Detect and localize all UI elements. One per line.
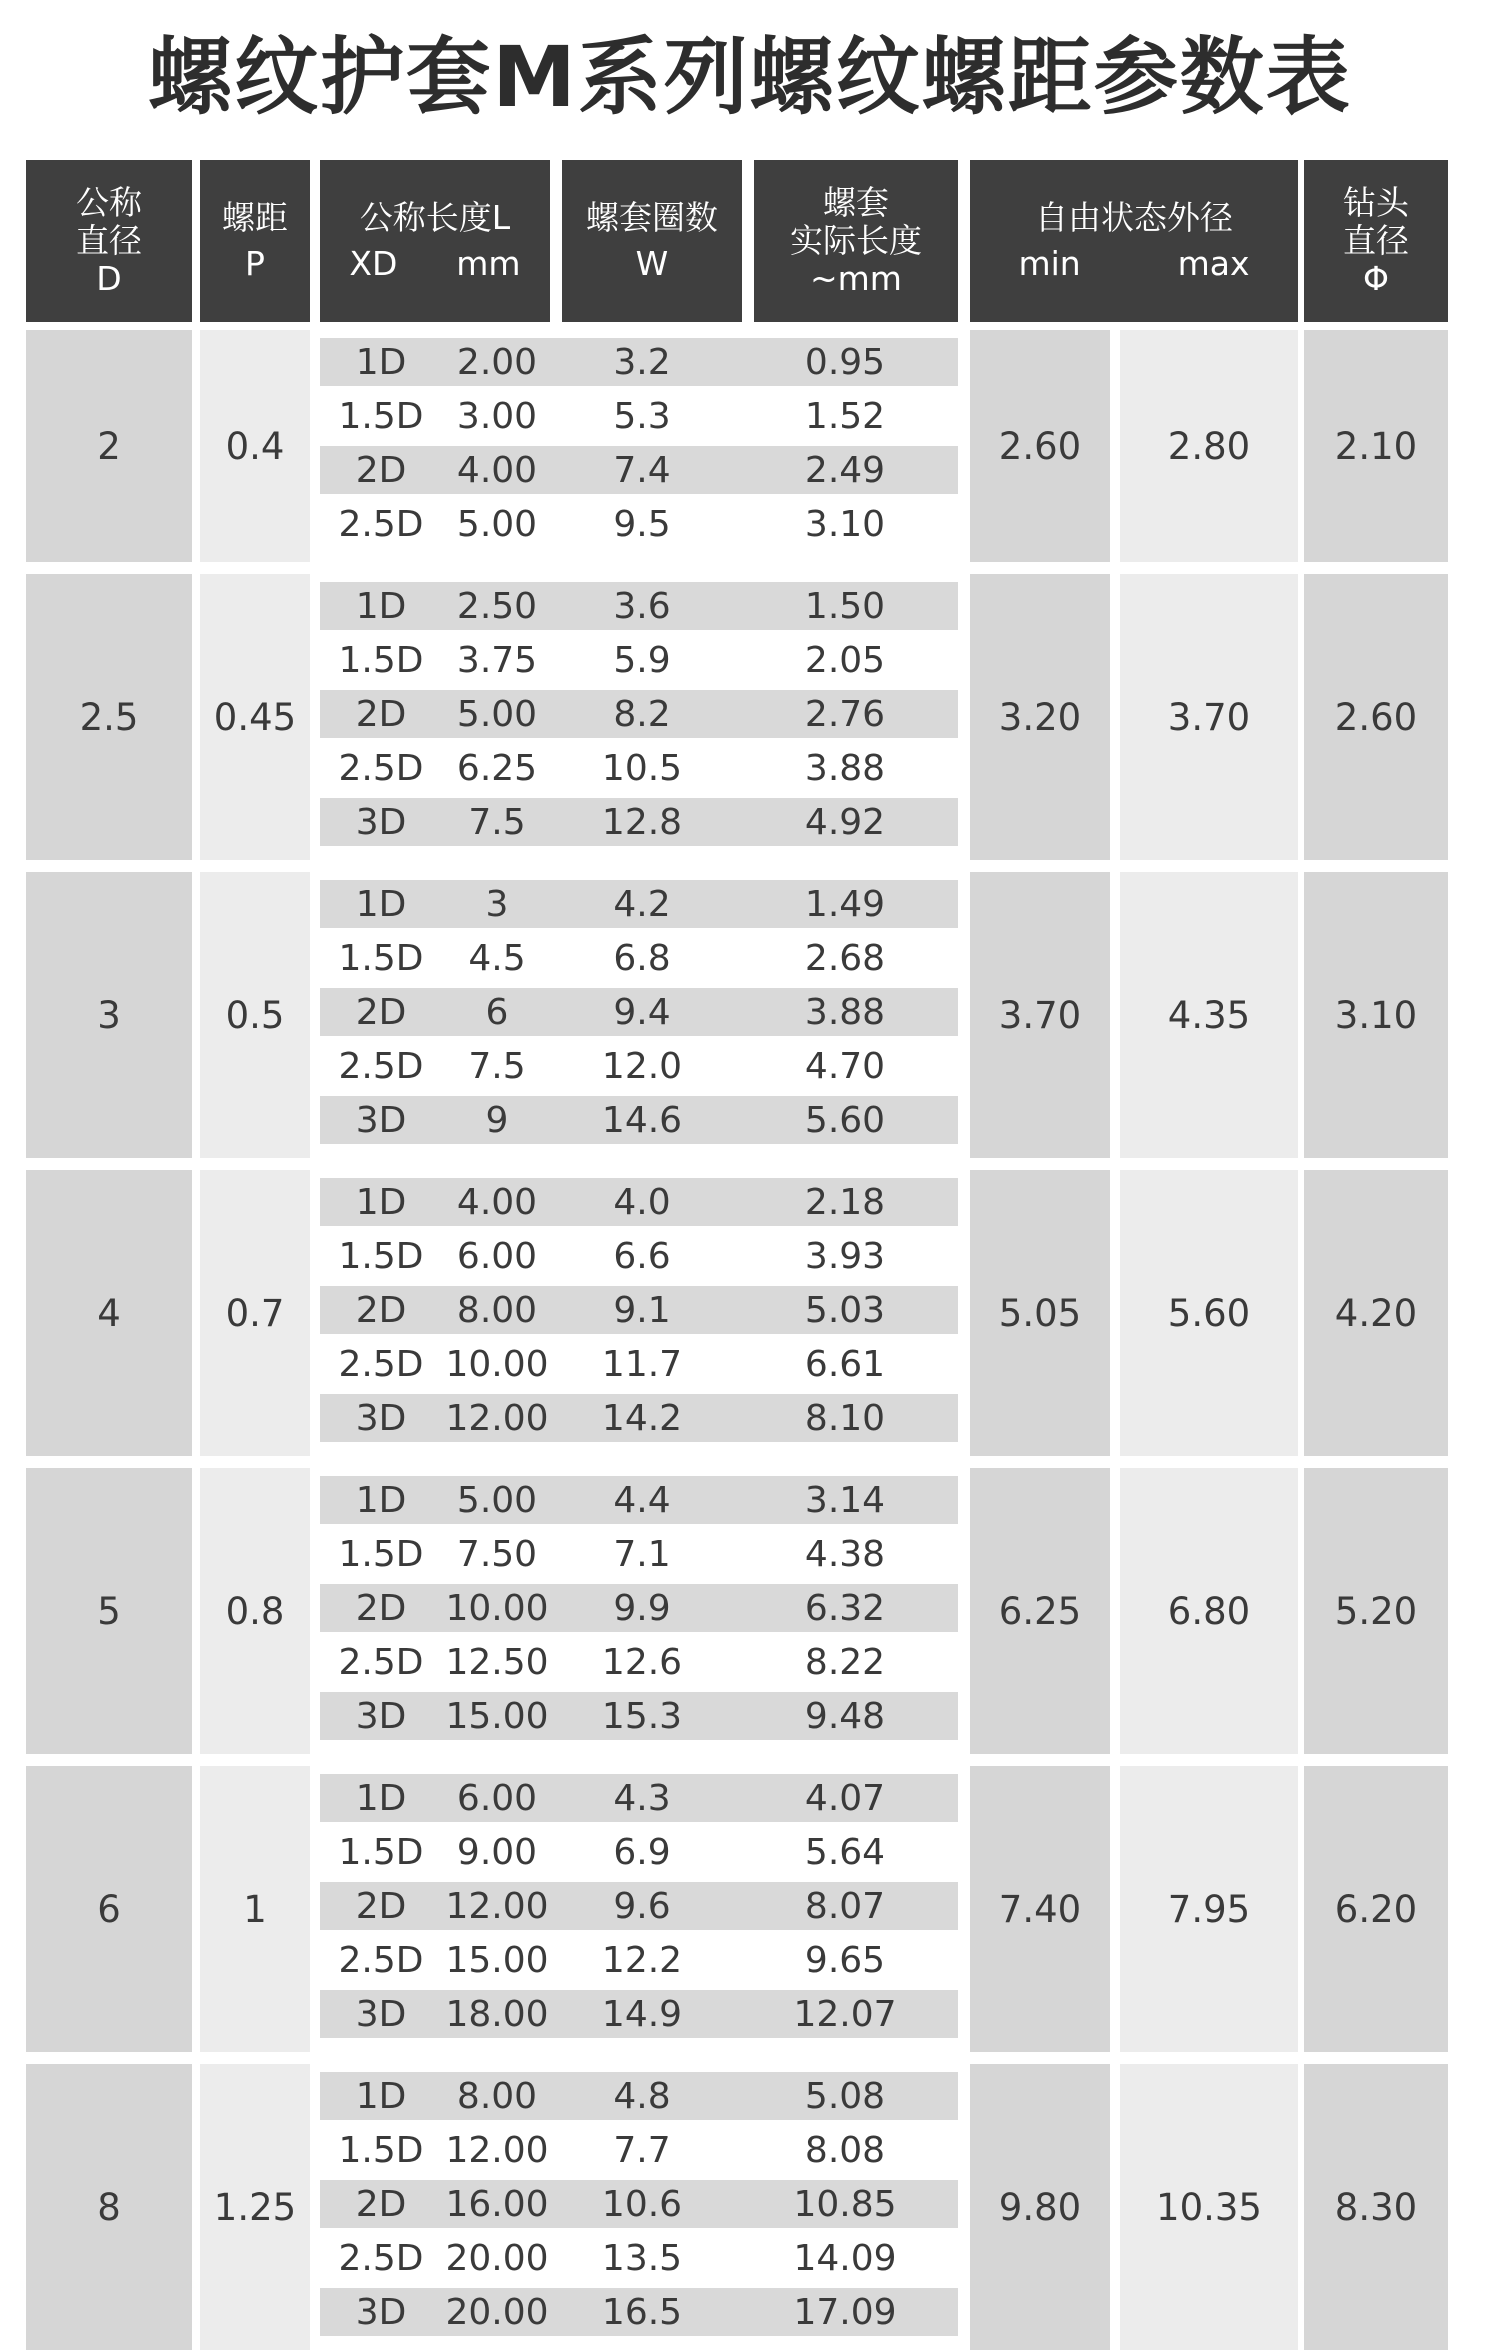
- length-value: 9: [485, 1099, 509, 1141]
- length-value: 16.00: [445, 2183, 549, 2225]
- actual-length-value: 5.08: [804, 2075, 886, 2117]
- free-diameter-max-cell: 3.70: [1120, 574, 1298, 860]
- coil-count-value: 4.8: [613, 2075, 671, 2117]
- header-max: max: [1177, 244, 1250, 283]
- header-xd: XD: [349, 244, 398, 283]
- header-pitch-label: 螺距: [222, 198, 288, 237]
- coil-count-value: 11.7: [601, 1343, 683, 1385]
- actual-length-value: 12.07: [793, 1993, 897, 2035]
- xd-value: 1D: [355, 1181, 407, 1223]
- drill-diameter-cell: 6.20: [1304, 1766, 1448, 2052]
- coil-count-value: 7.1: [613, 1533, 671, 1575]
- coil-count-value: 7.7: [613, 2129, 671, 2171]
- actual-length-value: 8.10: [804, 1397, 886, 1439]
- header-actual-length: [754, 160, 958, 322]
- actual-length-value: 9.48: [804, 1695, 886, 1737]
- length-value: 9.00: [456, 1831, 538, 1873]
- coil-count-value: 12.0: [601, 1045, 683, 1087]
- length-value: 4.00: [456, 449, 538, 491]
- coil-count-value: 4.3: [613, 1777, 671, 1819]
- free-diameter-min-cell: 9.80: [970, 2064, 1110, 2350]
- xd-value: 2.5D: [338, 2237, 424, 2279]
- length-value: 5.00: [456, 503, 538, 545]
- actual-length-value: 3.88: [804, 991, 886, 1033]
- xd-value: 3D: [355, 2291, 407, 2333]
- table-row: [320, 744, 958, 792]
- actual-length-value: 5.64: [804, 1831, 886, 1873]
- pitch-cell: 1.25: [200, 2064, 310, 2350]
- length-value: 6.25: [456, 747, 538, 789]
- table-row: [320, 1638, 958, 1686]
- xd-value: 1.5D: [338, 395, 424, 437]
- nominal-diameter-cell: 2: [26, 330, 192, 562]
- table-row: [320, 1476, 958, 1524]
- length-value: 12.00: [445, 1397, 549, 1439]
- free-diameter-max-cell: 4.35: [1120, 872, 1298, 1158]
- xd-value: 3D: [355, 1695, 407, 1737]
- header-nominal-length: [320, 160, 550, 322]
- xd-value: 2D: [355, 449, 407, 491]
- actual-length-value: 10.85: [793, 2183, 897, 2225]
- length-value: 20.00: [445, 2237, 549, 2279]
- header-nominal-diameter-line2: 直径: [76, 221, 142, 260]
- header-nominal-diameter-line1: 公称: [76, 183, 142, 222]
- header-actual-length-unit: ~mm: [810, 259, 902, 298]
- coil-count-value: 9.1: [613, 1289, 671, 1331]
- xd-value: 1.5D: [338, 2129, 424, 2171]
- length-value: 8.00: [456, 2075, 538, 2117]
- free-diameter-max-cell: 10.35: [1120, 2064, 1298, 2350]
- coil-count-value: 7.4: [613, 449, 671, 491]
- free-diameter-max-cell: 7.95: [1120, 1766, 1298, 2052]
- actual-length-value: 2.76: [804, 693, 886, 735]
- free-diameter-min-cell: 3.70: [970, 872, 1110, 1158]
- length-value: 5.00: [456, 693, 538, 735]
- table-row: [320, 582, 958, 630]
- xd-value: 1D: [355, 341, 407, 383]
- actual-length-value: 1.50: [804, 585, 886, 627]
- xd-value: 1D: [355, 883, 407, 925]
- free-diameter-min-cell: 7.40: [970, 1766, 1110, 2052]
- actual-length-value: 6.61: [804, 1343, 886, 1385]
- actual-length-value: 3.14: [804, 1479, 886, 1521]
- actual-length-value: 3.88: [804, 747, 886, 789]
- table-row: [320, 2126, 958, 2174]
- xd-value: 2.5D: [338, 1939, 424, 1981]
- coil-count-value: 12.2: [601, 1939, 683, 1981]
- table-row: [320, 392, 958, 440]
- xd-value: 1.5D: [338, 1533, 424, 1575]
- header-nominal-length-label: 公称长度L: [359, 198, 511, 237]
- actual-length-value: 8.22: [804, 1641, 886, 1683]
- xd-value: 2.5D: [338, 747, 424, 789]
- table-row: [320, 1584, 958, 1632]
- coil-count-value: 3.6: [613, 585, 671, 627]
- table-row: [320, 880, 958, 928]
- actual-length-value: 6.32: [804, 1587, 886, 1629]
- table-row: [320, 1692, 958, 1740]
- table-row: [320, 1178, 958, 1226]
- coil-count-value: 9.4: [613, 991, 671, 1033]
- actual-length-value: 0.95: [804, 341, 886, 383]
- free-diameter-min-cell: 6.25: [970, 1468, 1110, 1754]
- xd-value: 2D: [355, 1289, 407, 1331]
- coil-count-value: 4.2: [613, 883, 671, 925]
- header-min: min: [1018, 244, 1081, 283]
- xd-value: 1D: [355, 1479, 407, 1521]
- table-row: [320, 1530, 958, 1578]
- table-row: [320, 2180, 958, 2228]
- table-row: [320, 2234, 958, 2282]
- xd-value: 1D: [355, 2075, 407, 2117]
- free-diameter-min-cell: 5.05: [970, 1170, 1110, 1456]
- coil-count-value: 10.5: [601, 747, 683, 789]
- actual-length-value: 1.49: [804, 883, 886, 925]
- nominal-diameter-cell: 2.5: [26, 574, 192, 860]
- coil-count-value: 4.0: [613, 1181, 671, 1223]
- actual-length-value: 1.52: [804, 395, 886, 437]
- xd-value: 2.5D: [338, 503, 424, 545]
- length-value: 4.00: [456, 1181, 538, 1223]
- length-value: 20.00: [445, 2291, 549, 2333]
- pitch-cell: 0.45: [200, 574, 310, 860]
- xd-value: 3D: [355, 1099, 407, 1141]
- xd-value: 2D: [355, 1885, 407, 1927]
- length-value: 3.00: [456, 395, 538, 437]
- length-value: 8.00: [456, 1289, 538, 1331]
- length-value: 15.00: [445, 1939, 549, 1981]
- header-mm: mm: [456, 244, 521, 283]
- coil-count-value: 12.6: [601, 1641, 683, 1683]
- header-pitch: [200, 160, 310, 322]
- coil-count-value: 9.9: [613, 1587, 671, 1629]
- length-value: 5.00: [456, 1479, 538, 1521]
- header-nominal-diameter: [26, 160, 192, 322]
- length-value: 12.00: [445, 1885, 549, 1927]
- actual-length-value: 4.92: [804, 801, 886, 843]
- actual-length-value: 14.09: [793, 2237, 897, 2279]
- length-value: 2.00: [456, 341, 538, 383]
- header-coil-count: [562, 160, 742, 322]
- table-row: [320, 2288, 958, 2336]
- drill-diameter-cell: 5.20: [1304, 1468, 1448, 1754]
- drill-diameter-cell: 2.10: [1304, 330, 1448, 562]
- length-value: 3.75: [456, 639, 538, 681]
- xd-value: 2.5D: [338, 1045, 424, 1087]
- table-row: [320, 1232, 958, 1280]
- coil-count-value: 9.6: [613, 1885, 671, 1927]
- xd-value: 3D: [355, 1993, 407, 2035]
- header-actual-length-line1: 螺套: [823, 183, 889, 222]
- xd-value: 2D: [355, 2183, 407, 2225]
- coil-count-value: 14.2: [601, 1397, 683, 1439]
- free-diameter-min-cell: 2.60: [970, 330, 1110, 562]
- actual-length-value: 2.68: [804, 937, 886, 979]
- xd-value: 1D: [355, 585, 407, 627]
- actual-length-value: 2.05: [804, 639, 886, 681]
- coil-count-value: 6.6: [613, 1235, 671, 1277]
- xd-value: 1D: [355, 1777, 407, 1819]
- table-row: [320, 1774, 958, 1822]
- pitch-cell: 0.5: [200, 872, 310, 1158]
- table-row: [320, 1394, 958, 1442]
- length-value: 10.00: [445, 1343, 549, 1385]
- table-row: [320, 1042, 958, 1090]
- table-row: [320, 1936, 958, 1984]
- length-value: 12.00: [445, 2129, 549, 2171]
- coil-count-value: 9.5: [613, 503, 671, 545]
- length-value: 2.50: [456, 585, 538, 627]
- coil-count-value: 15.3: [601, 1695, 683, 1737]
- nominal-diameter-cell: 3: [26, 872, 192, 1158]
- length-value: 12.50: [445, 1641, 549, 1683]
- table-row: [320, 988, 958, 1036]
- xd-value: 1.5D: [338, 937, 424, 979]
- actual-length-value: 2.49: [804, 449, 886, 491]
- length-value: 6: [485, 991, 509, 1033]
- length-value: 6.00: [456, 1235, 538, 1277]
- actual-length-value: 4.38: [804, 1533, 886, 1575]
- coil-count-value: 8.2: [613, 693, 671, 735]
- actual-length-value: 8.07: [804, 1885, 886, 1927]
- header-free-diameter: [970, 160, 1298, 322]
- table-row: [320, 446, 958, 494]
- coil-count-value: 14.9: [601, 1993, 683, 2035]
- table-row: [320, 500, 958, 548]
- pitch-cell: 0.8: [200, 1468, 310, 1754]
- coil-count-value: 16.5: [601, 2291, 683, 2333]
- drill-diameter-cell: 4.20: [1304, 1170, 1448, 1456]
- table-row: [320, 1990, 958, 2038]
- length-value: 10.00: [445, 1587, 549, 1629]
- table-row: [320, 690, 958, 738]
- table-row: [320, 934, 958, 982]
- pitch-cell: 0.4: [200, 330, 310, 562]
- coil-count-value: 6.9: [613, 1831, 671, 1873]
- xd-value: 1.5D: [338, 1235, 424, 1277]
- header-drill-line1: 钻头: [1343, 183, 1409, 222]
- length-value: 7.50: [456, 1533, 538, 1575]
- nominal-diameter-cell: 5: [26, 1468, 192, 1754]
- coil-count-value: 12.8: [601, 801, 683, 843]
- xd-value: 2.5D: [338, 1343, 424, 1385]
- length-value: 7.5: [468, 1045, 526, 1087]
- actual-length-value: 8.08: [804, 2129, 886, 2171]
- page-title: 螺纹护套M系列螺纹螺距参数表: [148, 28, 1352, 126]
- table-row: [320, 1340, 958, 1388]
- header-pitch-symbol: P: [245, 244, 265, 283]
- xd-value: 2D: [355, 1587, 407, 1629]
- coil-count-value: 14.6: [601, 1099, 683, 1141]
- xd-value: 3D: [355, 1397, 407, 1439]
- actual-length-value: 9.65: [804, 1939, 886, 1981]
- drill-diameter-cell: 8.30: [1304, 2064, 1448, 2350]
- xd-value: 2.5D: [338, 1641, 424, 1683]
- header-actual-length-line2: 实际长度: [790, 221, 922, 260]
- coil-count-value: 13.5: [601, 2237, 683, 2279]
- length-value: 6.00: [456, 1777, 538, 1819]
- length-value: 15.00: [445, 1695, 549, 1737]
- free-diameter-max-cell: 2.80: [1120, 330, 1298, 562]
- drill-diameter-cell: 2.60: [1304, 574, 1448, 860]
- coil-count-value: 10.6: [601, 2183, 683, 2225]
- xd-value: 2D: [355, 693, 407, 735]
- table-row: [320, 1096, 958, 1144]
- nominal-diameter-cell: 6: [26, 1766, 192, 2052]
- actual-length-value: 4.70: [804, 1045, 886, 1087]
- free-diameter-min-cell: 3.20: [970, 574, 1110, 860]
- table-row: [320, 1882, 958, 1930]
- table-row: [320, 338, 958, 386]
- xd-value: 3D: [355, 801, 407, 843]
- actual-length-value: 4.07: [804, 1777, 886, 1819]
- xd-value: 1.5D: [338, 1831, 424, 1873]
- table-row: [320, 798, 958, 846]
- pitch-cell: 0.7: [200, 1170, 310, 1456]
- coil-count-value: 6.8: [613, 937, 671, 979]
- actual-length-value: 5.60: [804, 1099, 886, 1141]
- header-coil-count-label: 螺套圈数: [586, 198, 718, 237]
- header-coil-count-symbol: W: [635, 244, 669, 283]
- header-drill-line2: 直径: [1343, 221, 1409, 260]
- xd-value: 1.5D: [338, 639, 424, 681]
- length-value: 18.00: [445, 1993, 549, 2035]
- drill-diameter-cell: 3.10: [1304, 872, 1448, 1158]
- pitch-cell: 1: [200, 1766, 310, 2052]
- table-row: [320, 1286, 958, 1334]
- header-drill-diameter: [1304, 160, 1448, 322]
- table-row: [320, 1828, 958, 1876]
- actual-length-value: 3.10: [804, 503, 886, 545]
- free-diameter-max-cell: 6.80: [1120, 1468, 1298, 1754]
- coil-count-value: 3.2: [613, 341, 671, 383]
- actual-length-value: 5.03: [804, 1289, 886, 1331]
- table-row: [320, 636, 958, 684]
- actual-length-value: 3.93: [804, 1235, 886, 1277]
- coil-count-value: 4.4: [613, 1479, 671, 1521]
- coil-count-value: 5.3: [613, 395, 671, 437]
- coil-count-value: 5.9: [613, 639, 671, 681]
- free-diameter-max-cell: 5.60: [1120, 1170, 1298, 1456]
- header-free-diameter-label: 自由状态外径: [1035, 198, 1233, 237]
- length-value: 7.5: [468, 801, 526, 843]
- nominal-diameter-cell: 8: [26, 2064, 192, 2350]
- actual-length-value: 2.18: [804, 1181, 886, 1223]
- length-value: 3: [485, 883, 509, 925]
- table-row: [320, 2072, 958, 2120]
- actual-length-value: 17.09: [793, 2291, 897, 2333]
- nominal-diameter-cell: 4: [26, 1170, 192, 1456]
- xd-value: 2D: [355, 991, 407, 1033]
- header-drill-symbol: Φ: [1363, 259, 1389, 298]
- length-value: 4.5: [468, 937, 526, 979]
- header-nominal-diameter-symbol: D: [96, 259, 122, 298]
